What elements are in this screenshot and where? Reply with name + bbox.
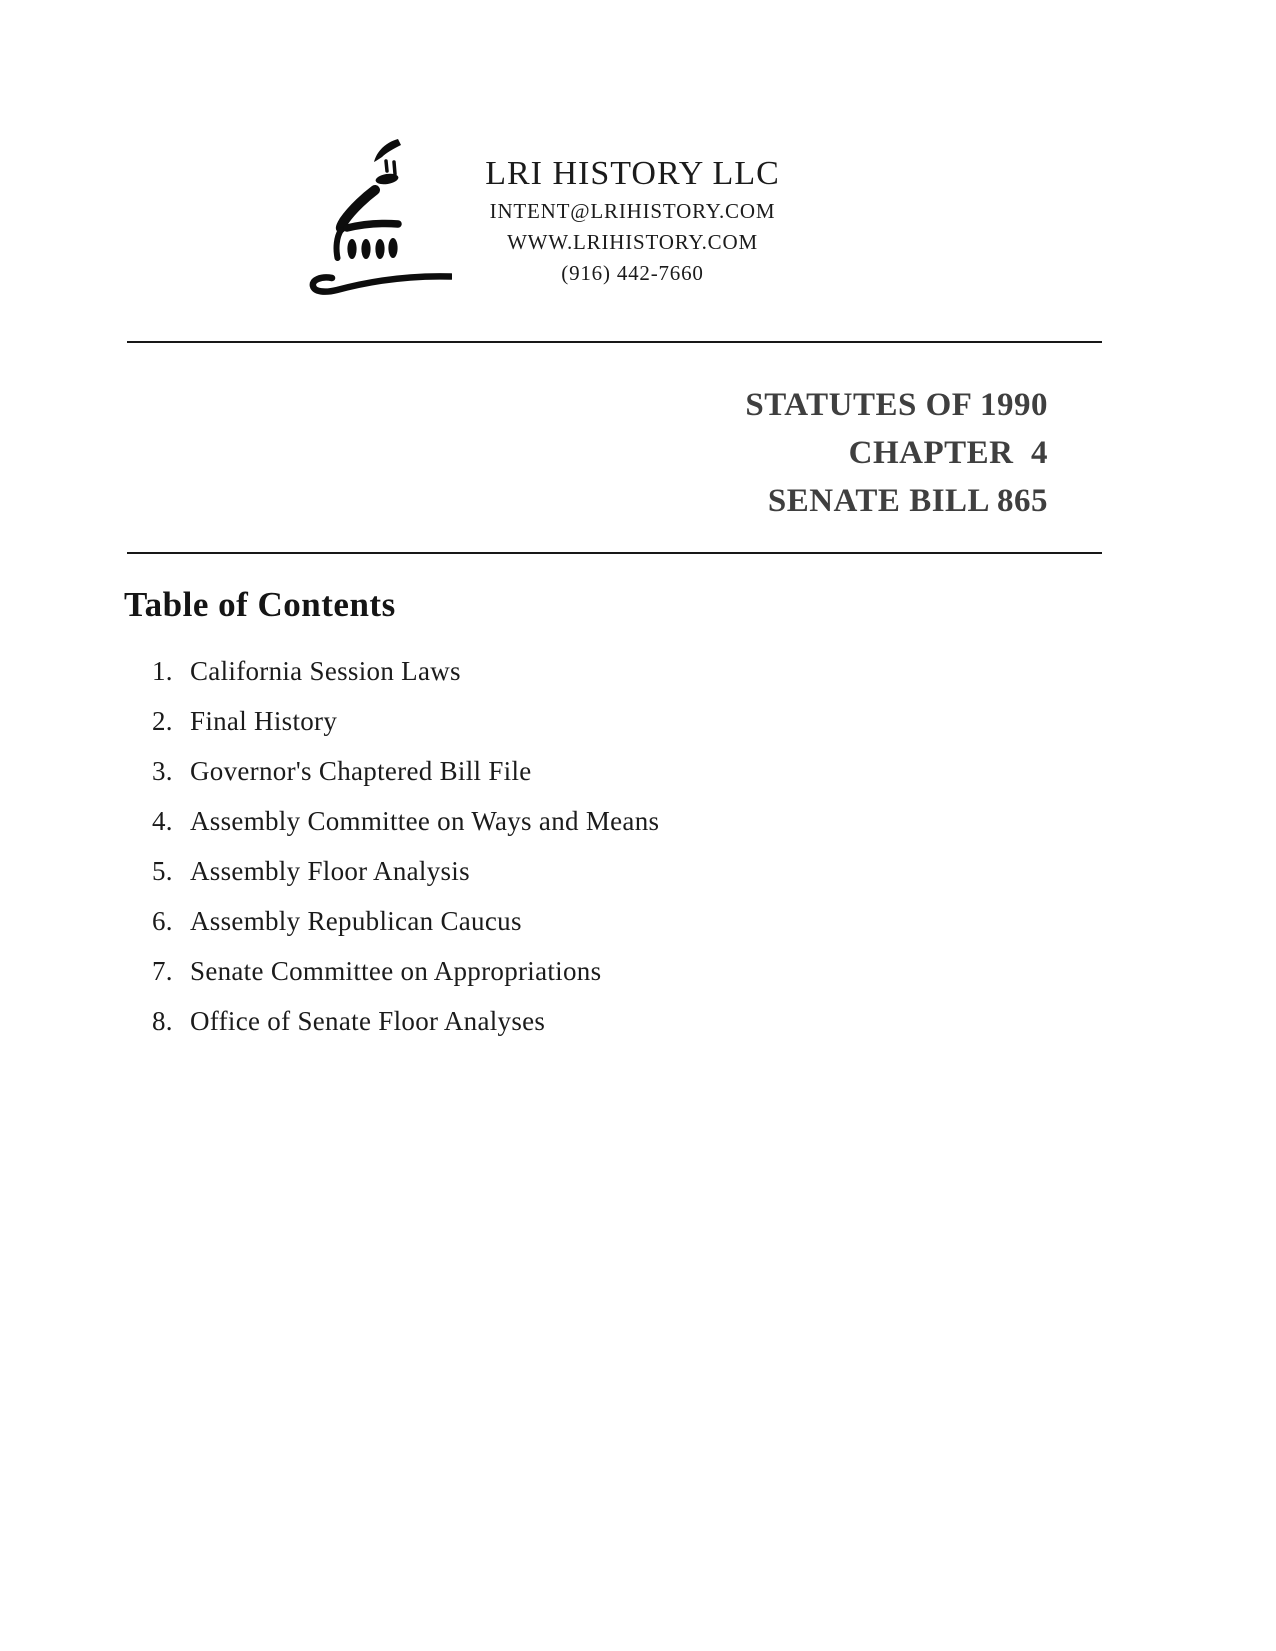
toc-item-label: Assembly Committee on Ways and Means: [190, 806, 660, 836]
horizontal-rule-bottom: [127, 552, 1102, 554]
senate-bill-line: SENATE BILL 865: [767, 483, 1048, 519]
toc-item-governors-chaptered-bill-file: [152, 746, 1052, 796]
chapter-line: CHAPTER 4: [848, 435, 1048, 471]
company-email: INTENT@LRIHISTORY.COM: [489, 199, 776, 223]
toc-item-assembly-floor-analysis: [152, 846, 1052, 896]
toc-item-number: 5.: [152, 856, 173, 886]
statutes-year-line: STATUTES OF 1990: [745, 387, 1048, 423]
toc-heading: Table of Contents: [124, 585, 396, 624]
toc-item-number: 7.: [152, 956, 173, 986]
toc-item-office-senate-floor-analyses: [152, 996, 1052, 1046]
statute-title-block: [648, 381, 1048, 525]
toc-item-assembly-committee-ways-means: [152, 796, 1052, 846]
toc-item-california-session-laws: [152, 646, 1052, 696]
toc-item-label: Assembly Republican Caucus: [190, 906, 522, 936]
toc-item-number: 2.: [152, 706, 173, 736]
toc-item-number: 3.: [152, 756, 173, 786]
toc-item-senate-committee-appropriations: [152, 946, 1052, 996]
toc-item-number: 6.: [152, 906, 173, 936]
toc-item-assembly-republican-caucus: [152, 896, 1052, 946]
toc-item-label: Office of Senate Floor Analyses: [190, 1006, 546, 1036]
company-phone: (916) 442-7660: [561, 261, 704, 285]
toc-item-number: 4.: [152, 806, 173, 836]
toc-item-number: 8.: [152, 1006, 173, 1036]
toc-item-number: 1.: [152, 656, 173, 686]
toc-item-label: Senate Committee on Appropriations: [190, 956, 602, 986]
toc-item-label: California Session Laws: [190, 656, 461, 686]
toc-item-label: Final History: [190, 706, 338, 736]
horizontal-rule-top: [127, 341, 1102, 343]
toc-item-label: Assembly Floor Analysis: [190, 856, 470, 886]
toc-item-label: Governor's Chaptered Bill File: [190, 756, 532, 786]
company-name: LRI HISTORY LLC: [485, 155, 780, 192]
letterhead: [400, 152, 865, 289]
toc-list: [152, 646, 1052, 1046]
toc-item-final-history: [152, 696, 1052, 746]
company-website: WWW.LRIHISTORY.COM: [507, 230, 758, 254]
